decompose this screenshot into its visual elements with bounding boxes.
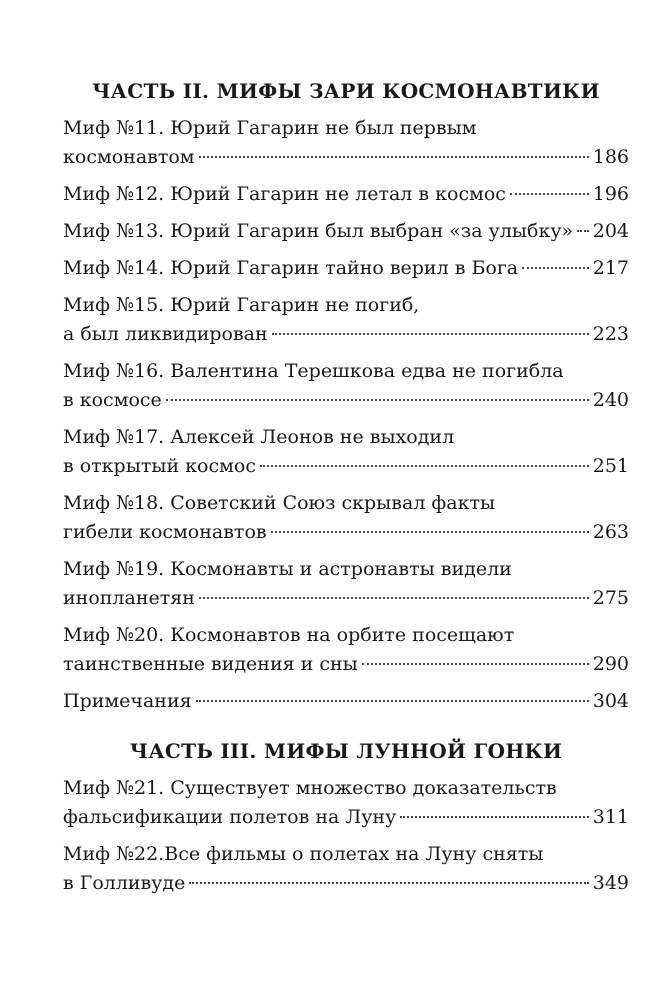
entry-title-line: фальсификации полетов на Луну bbox=[63, 806, 397, 828]
entry-title-line: Миф №16. Валентина Терешкова едва не погибла bbox=[63, 360, 564, 382]
page-number: 186 bbox=[592, 146, 629, 168]
entry-title-line: Миф №19. Космонавты и астронавты видели bbox=[63, 558, 512, 580]
entry-title-line: Миф №18. Советский Союз скрывал факты bbox=[63, 492, 496, 514]
entry-title-line: таинственные видения и сны bbox=[63, 653, 358, 675]
toc-list bbox=[63, 114, 629, 716]
toc-entry[interactable] bbox=[63, 291, 629, 349]
dot-leader bbox=[522, 267, 589, 269]
page-number: 290 bbox=[592, 653, 629, 675]
entry-title-line: инопланетян bbox=[63, 587, 195, 609]
entry-title-line: Миф №12. Юрий Гагарин не летал в космос bbox=[63, 183, 506, 205]
toc-entry[interactable] bbox=[63, 774, 629, 832]
dot-leader bbox=[272, 333, 589, 335]
toc-entry[interactable] bbox=[63, 217, 629, 246]
dot-leader bbox=[199, 156, 589, 158]
dot-leader bbox=[400, 816, 588, 818]
toc-entry[interactable] bbox=[63, 254, 629, 283]
dot-leader bbox=[510, 193, 589, 195]
entry-title-line: Миф №15. Юрий Гагарин не погиб, bbox=[63, 294, 420, 316]
entry-title-line: космонавтом bbox=[63, 146, 195, 168]
toc-entry[interactable] bbox=[63, 180, 629, 209]
page-number: 304 bbox=[592, 690, 629, 712]
dot-leader bbox=[362, 663, 589, 665]
toc-entry[interactable] bbox=[63, 687, 629, 716]
entry-title-line: Миф №20. Космонавтов на орбите посещают bbox=[63, 624, 515, 646]
page-number: 223 bbox=[592, 323, 629, 345]
page-number: 204 bbox=[592, 220, 629, 242]
toc-list bbox=[63, 774, 629, 898]
page-number: 275 bbox=[592, 587, 629, 609]
entry-title-line: Миф №11. Юрий Гагарин не был первым bbox=[63, 117, 477, 139]
page-number: 240 bbox=[592, 389, 629, 411]
entry-title-line: гибели космонавтов bbox=[63, 521, 267, 543]
entry-title-line: в космосе bbox=[63, 389, 162, 411]
entry-title-line: а был ликвидирован bbox=[63, 323, 268, 345]
page-number: 251 bbox=[592, 455, 629, 477]
dot-leader bbox=[577, 230, 589, 232]
dot-leader bbox=[271, 531, 589, 533]
dot-leader bbox=[196, 700, 589, 702]
page-number: 196 bbox=[592, 183, 629, 205]
entry-title-line: Примечания bbox=[63, 690, 192, 712]
entry-title-line: Миф №13. Юрий Гагарин был выбран «за улыбку» bbox=[63, 220, 574, 242]
page-number: 217 bbox=[592, 257, 629, 279]
toc-entry[interactable] bbox=[63, 621, 629, 679]
toc-entry[interactable] bbox=[63, 489, 629, 547]
dot-leader bbox=[166, 399, 589, 401]
dot-leader bbox=[199, 597, 589, 599]
toc-entry[interactable] bbox=[63, 840, 629, 898]
toc-entry[interactable] bbox=[63, 423, 629, 481]
page-number: 349 bbox=[592, 872, 629, 894]
page-number: 311 bbox=[592, 806, 629, 828]
part-title: ЧАСТЬ II. МИФЫ ЗАРИ КОСМОНАВТИКИ bbox=[92, 79, 600, 103]
page-number: 263 bbox=[592, 521, 629, 543]
entry-title-line: Миф №22.Все фильмы о полетах на Луну сняты bbox=[63, 843, 544, 865]
dot-leader bbox=[189, 882, 588, 884]
entry-title-line: в Голливуде bbox=[63, 872, 186, 894]
entry-title-line: Миф №17. Алексей Леонов не выходил bbox=[63, 426, 455, 448]
dot-leader bbox=[260, 465, 589, 467]
entry-title-line: Миф №21. Существует множество доказательств bbox=[63, 777, 557, 799]
part-title: ЧАСТЬ III. МИФЫ ЛУННОЙ ГОНКИ bbox=[129, 739, 563, 763]
entry-title-line: в открытый космос bbox=[63, 455, 256, 477]
toc-entry[interactable] bbox=[63, 114, 629, 172]
toc-entry[interactable] bbox=[63, 357, 629, 415]
toc-entry[interactable] bbox=[63, 555, 629, 613]
table-of-contents bbox=[63, 58, 629, 906]
entry-title-line: Миф №14. Юрий Гагарин тайно верил в Бога bbox=[63, 257, 519, 279]
